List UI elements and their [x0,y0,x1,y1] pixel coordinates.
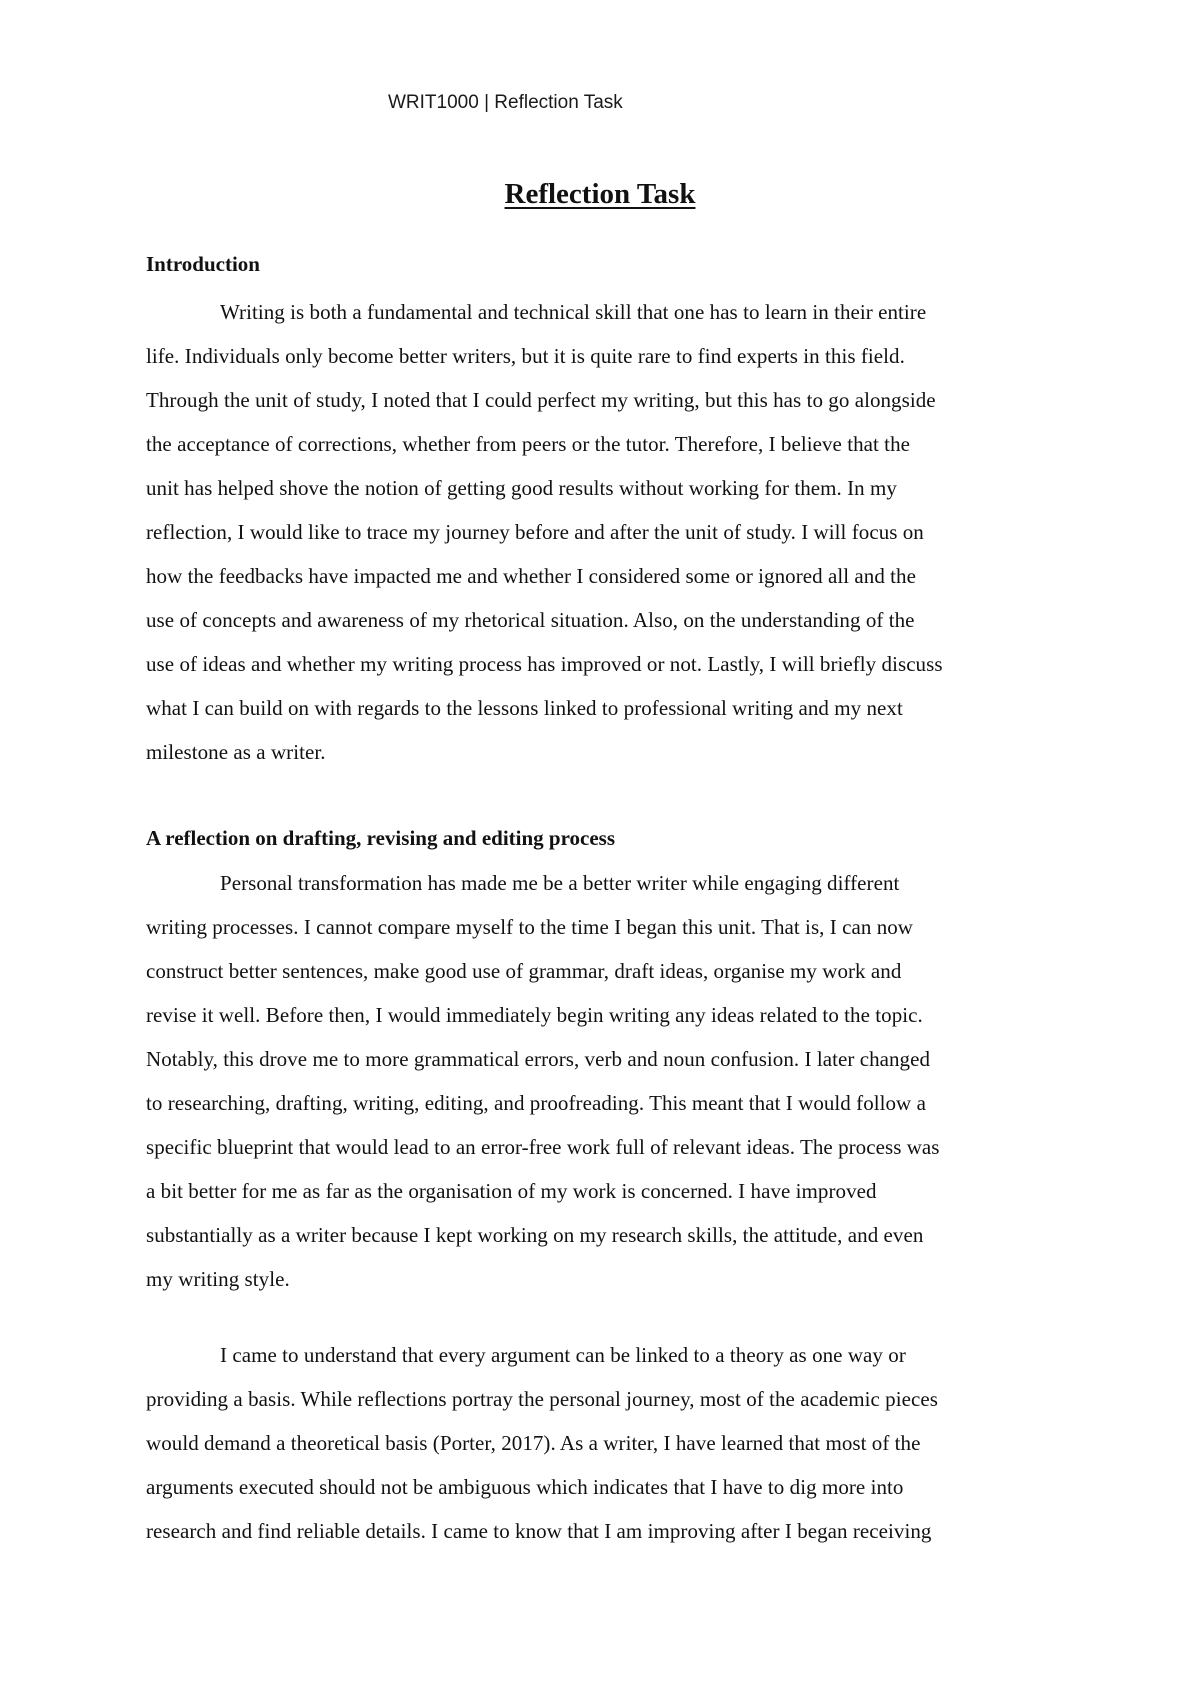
running-header: WRIT1000 | Reflection Task [388,92,623,113]
paragraph-line: life. Individuals only become better writers, but it is quite rare to find experts in this field. [146,344,905,368]
paragraph-line: unit has helped shove the notion of getting good results without working for them. In my [146,476,897,500]
paragraph-line: the acceptance of corrections, whether from peers or the tutor. Therefore, I believe that the [146,432,910,456]
paragraph-line: construct better sentences, make good use of grammar, draft ideas, organise my work and [146,959,902,983]
paragraph-line: how the feedbacks have impacted me and whether I considered some or ignored all and the [146,564,916,588]
paragraph-line: would demand a theoretical basis (Porter, 2017). As a writer, I have learned that most of the [146,1431,921,1455]
paragraph-line: Writing is both a fundamental and technical skill that one has to learn in their entire [220,300,927,324]
section-heading-introduction: Introduction [146,252,260,276]
paragraph-line: revise it well. Before then, I would immediately begin writing any ideas related to the topic. [146,1003,923,1027]
paragraph-line: milestone as a writer. [146,740,326,764]
paragraph-line: I came to understand that every argument can be linked to a theory as one way or [220,1343,906,1367]
paragraph-line: substantially as a writer because I kept working on my research skills, the attitude, and even [146,1223,924,1247]
paragraph-line: Notably, this drove me to more grammatical errors, verb and noun confusion. I later changed [146,1047,931,1071]
paragraph-line: my writing style. [146,1267,290,1291]
paragraph-line: providing a basis. While reflections portray the personal journey, most of the academic pieces [146,1387,938,1411]
paragraph-line: what I can build on with regards to the lessons linked to professional writing and my next [146,696,903,720]
paragraph-line: reflection, I would like to trace my journey before and after the unit of study. I will focus on [146,520,924,544]
paragraph-line: to researching, drafting, writing, editing, and proofreading. This meant that I would follow a [146,1091,926,1115]
paragraph-line: specific blueprint that would lead to an error-free work full of relevant ideas. The process was [146,1135,940,1159]
paragraph-line: use of ideas and whether my writing process has improved or not. Lastly, I will briefly discuss [146,652,943,676]
paragraph-line: research and find reliable details. I came to know that I am improving after I began receiving [146,1519,932,1543]
document-title: Reflection Task [504,178,696,210]
paragraph-line: Personal transformation has made me be a better writer while engaging different [220,871,900,895]
paragraph-line: use of concepts and awareness of my rhetorical situation. Also, on the understanding of the [146,608,915,632]
section-heading-drafting: A reflection on drafting, revising and editing process [146,826,616,850]
paragraph-line: a bit better for me as far as the organisation of my work is concerned. I have improved [146,1179,877,1203]
paragraph-line: writing processes. I cannot compare myself to the time I began this unit. That is, I can now [146,915,914,939]
paragraph-line: Through the unit of study, I noted that I could perfect my writing, but this has to go alongside [146,388,936,412]
paragraph-line: arguments executed should not be ambiguous which indicates that I have to dig more into [146,1475,904,1499]
